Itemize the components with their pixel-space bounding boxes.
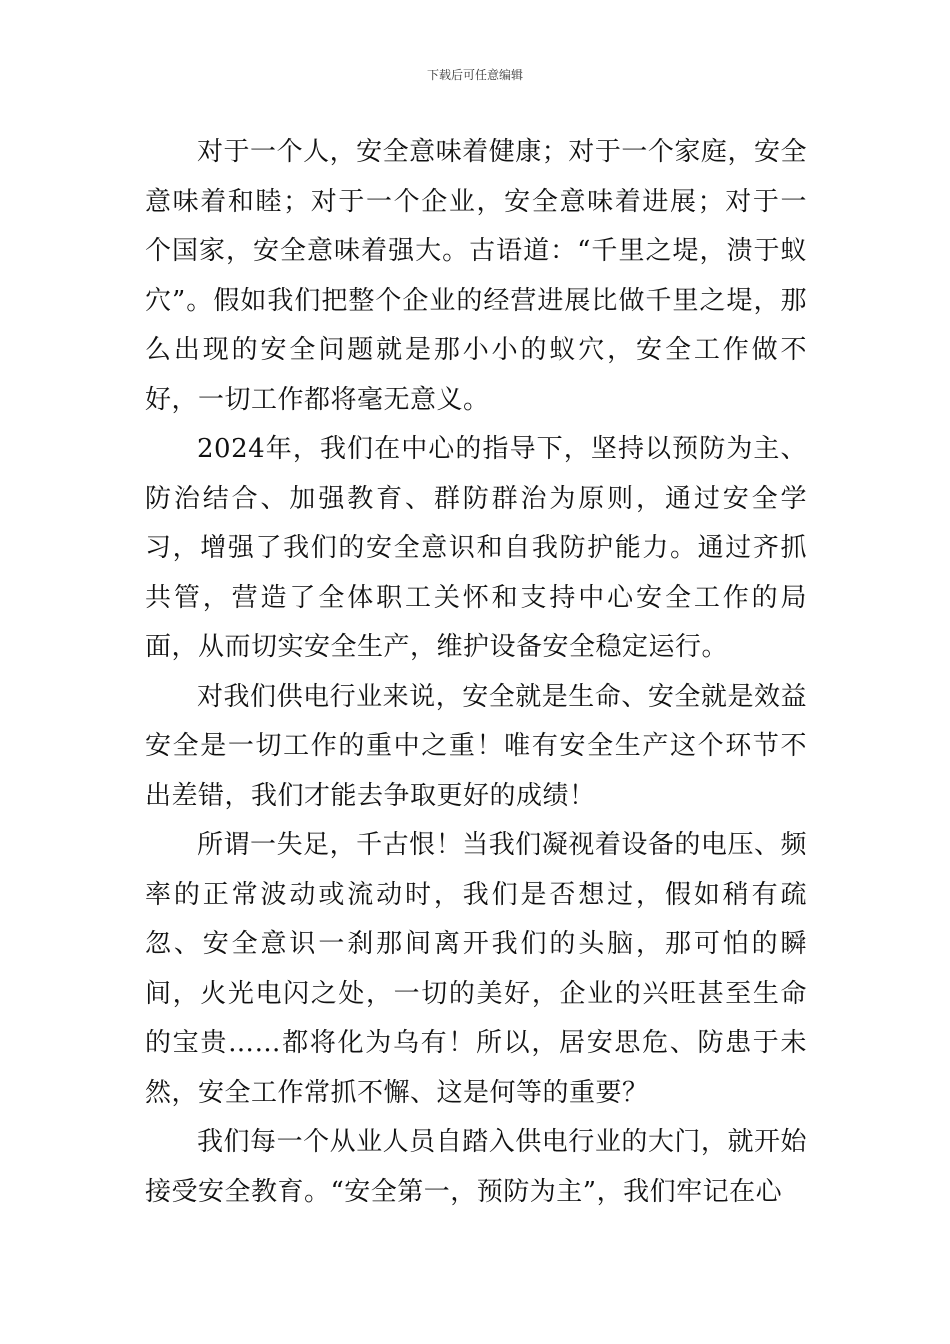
- header-note: 下载后可任意编辑: [426, 68, 523, 82]
- document-body: [145, 128, 807, 1217]
- paragraph-5: 我们每一个从业人员自踏入供电行业的大门，就开始接受安全教育。“安全第一，预防为主”，我们牢记在心: [145, 1127, 807, 1207]
- paragraph-3: 对我们供电行业来说，安全就是生命、安全就是效益安全是一切工作的重中之重！唯有安全生产这个环节不出差错，我们才能去争取更好的成绩！: [145, 681, 807, 811]
- paragraph-4: 所谓一失足，千古恨！当我们凝视着设备的电压、频率的正常波动或流动时，我们是否想过，假如稍有疏忽、安全意识一刹那间离开我们的头脑，那可怕的瞬间，火光电闪之处，一切的美好，企业的兴旺甚至生命的宝贵……都将化为乌有！所以，居安思危、防患于未然，安全工作常抓不懈、这是何等的重要？: [145, 830, 807, 1108]
- paragraph-1: 对于一个人，安全意味着健康；对于一个家庭，安全意味着和睦；对于一个企业，安全意味着进展；对于一个国家，安全意味着强大。古语道：“千里之堤，溃于蚁穴”。假如我们把整个企业的经营进展比做千里之堤，那么出现的安全问题就是那小小的蚁穴，安全工作做不好，一切工作都将毫无意义。: [145, 137, 807, 415]
- paragraph-2: 2024年，我们在中心的指导下，坚持以预防为主、防治结合、加强教育、群防群治为原则，通过安全学习，增强了我们的安全意识和自我防护能力。通过齐抓共管，营造了全体职工关怀和支持中心安全工作的局面，从而切实安全生产，维护设备安全稳定运行。: [145, 434, 807, 662]
